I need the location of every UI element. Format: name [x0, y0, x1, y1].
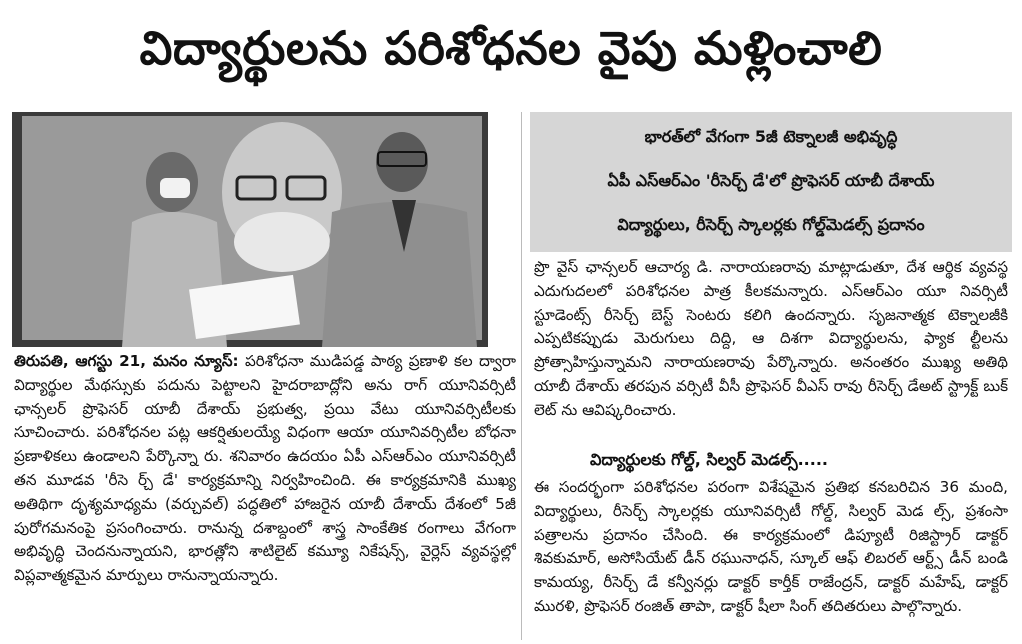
right-column [530, 112, 1012, 640]
headline: విద్యార్థులను పరిశోధనల వైపు మళ్లించాలి [139, 21, 883, 75]
right-paragraph-2: ఈ సందర్భంగా పరిశోధనల పరంగా విశేషమైన ప్రతిభ కనబరిచిన 36 మంది, విద్యార్థులు, రీసెర్చ్ స్కాలర్లకు యూనివర్సిటీ గోల్డ్, సిల్వర్ మెడ ల్స్, ప్రశంసా పత్రాలను ప్రదానం చేసింది. ఈ కార్యక్రమంలో డిప్యూటీ రిజిస్ట్రార్ డాక్టర్ శివకుమార్, అసోసియేట్ డీన్ రఘునాధన్, స్కూల్ ఆఫ్ లిబరల్ ఆర్ట్స్ డీన్ బండి కామయ్య, రీసెర్చ్ డే కన్వీనర్లు డాక్టర్ కార్తీక్ రాజేంద్రన్, డాక్టర్ మహేష్, డాక్టర్ మురళి, ప్రొఫెసర్ రంజిత్ తాపా, డాక్టర్ షీలా సింగ్ తదితరులు పాల్గొన్నారు. [534, 478, 1008, 615]
medals-subtitle: విద్యార్థులకు గోల్డ్, సిల్వర్ మెడల్స్..... [590, 450, 828, 469]
subheads-box [530, 112, 1012, 252]
event-photo [12, 112, 488, 347]
column-divider [521, 112, 522, 640]
left-body: పరిశోధనా ముడిపడ్డ పాఠ్య ప్రణాళి కల ద్వారా విద్యార్థుల మేథస్సుకు పదును పెట్టాలని హైదరాబాద్లోని అను రాగ్ యూనివర్సిటీ ఛాన్సలర్ ప్రొఫెసర్ యాబీ దేశాయ్ ప్రభుత్వ, ప్రయి వేటు యూనివర్సిటీలకు సూచించారు. పరిశోధనల పట్ల ఆకర్షితులయ్యే విధంగా ఆయా యూనివర్సిటీల బోధనా ప్రణాళికలు ఉండాలని పేర్కొన్నా రు. శనివారం ఉదయం ఏపీ ఎస్ఆర్ఎం యూనివర్సిటీ తన మూడవ 'రీసె ర్చ్ డే' కార్యక్రమాన్ని నిర్వహించింది. ఈ కార్యక్రమానికి ముఖ్య అతిథిగా దృశ్యమాధ్యమ (వర్చువల్) పద్ధతిలో హాజరైన యాబీ దేశాయ్ దేశంలో 5జీ పురోగమనంపై ప్రసంగించారు. రానున్న దశాబ్దంలో శాస్త్ర సాంకేతిక రంగాలు వేగంగా అభివృద్ధి చెందనున్నాయని, భారత్లోని శాటిలైట్ కమ్యూ నికేషన్స్, వైర్లెస్ వ్యవస్థల్లో విప్లవాత్మకమైన మార్పులు రానున్నాయన్నారు. [14, 352, 516, 585]
event-photo-illustration [12, 112, 488, 347]
dateline: తిరుపతి, ఆగస్టు 21, మనం న్యూస్: [14, 352, 239, 370]
subhead-1: భారత్‌లో వేగంగా 5జీ టెక్నాలజీ అభివృద్ధి [644, 126, 898, 146]
right-paragraph-1: ప్రొ వైస్ ఛాన్సలర్ ఆచార్య డి. నారాయణరావు మాట్లాడుతూ, దేశ ఆర్థిక వ్యవస్థ ఎదుగుదలలో పరిశోధనల పాత్ర కీలకమన్నారు. ఎస్ఆర్ఎం యూ నివర్సిటీ స్టూడెంట్స్ రీసెర్చ్ బెస్ట్ సెంటరు కలిగి ఉందన్నారు. సృజనాత్మక టెక్నాలజీకి ఎప్పటికప్పుడు మెరుగులు దిద్ది, ఆ దిశగా విద్యార్థులను, ఫ్యాక ల్టీలను ప్రోత్సాహిస్తున్నామని నారాయణరావు పేర్కొన్నారు. అనంతరం ముఖ్య అతిథి యాబీ దేశాయ్ తరపున వర్సిటీ వీసీ ప్రొఫెసర్ వీఎస్ రావు రీసెర్చ్ డేఅట్ స్ట్రాక్ట్ బుక్ లెట్ ను ఆవిష్కరించారు. [534, 258, 1008, 419]
subhead-2: ఏపీ ఎస్ఆర్ఎం 'రీసెర్చ్ డే'లో ప్రొఫెసర్ యాబీ దేశాయ్ [607, 170, 935, 190]
subhead-3: విద్యార్థులు, రీసెర్చ్ స్కాలర్లకు గోల్డ్‌మెడల్స్ ప్రదానం [617, 214, 925, 234]
left-column-text [14, 350, 516, 640]
